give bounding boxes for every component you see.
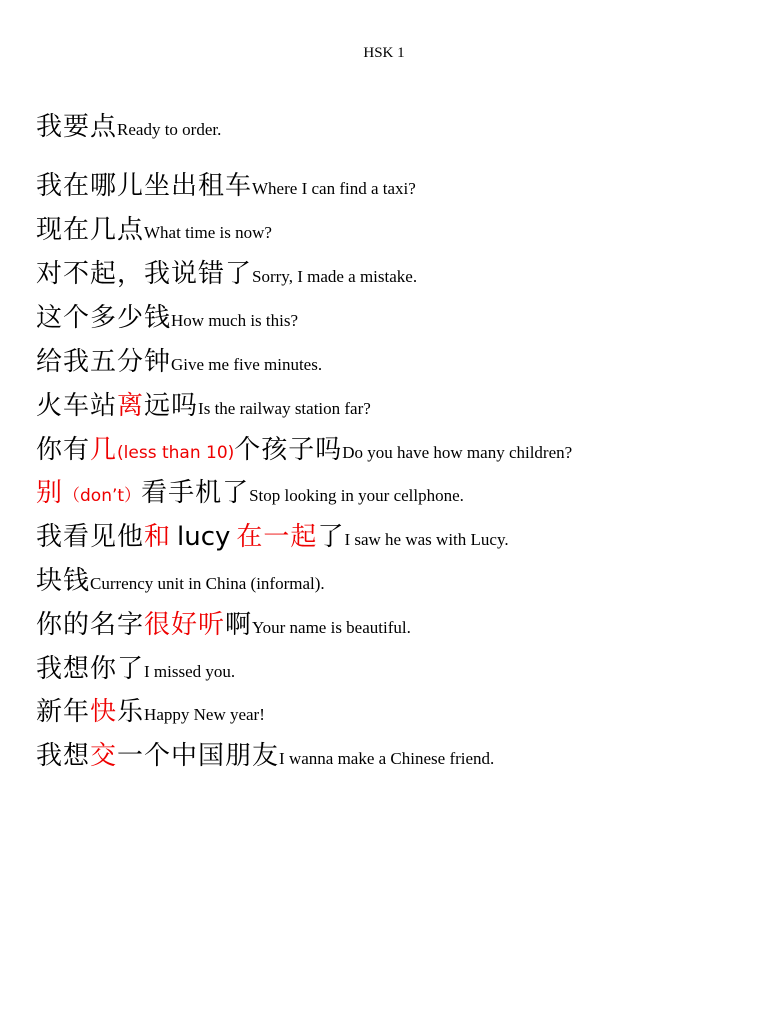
list-item — [36, 610, 411, 644]
chinese-phrase: 我想你了 — [36, 654, 145, 684]
highlighted-phrase: 在一起 — [236, 522, 318, 552]
chinese-phrase: 现在几点 — [36, 215, 145, 245]
chinese-phrase: 火车站 — [36, 391, 118, 421]
english-translation: Happy New year! — [144, 705, 265, 724]
english-translation: Give me five minutes. — [171, 355, 323, 374]
list-item — [36, 171, 416, 205]
chinese-phrase: 你有 — [36, 435, 91, 465]
english-translation: What time is now? — [144, 223, 272, 242]
highlighted-character: 交 — [90, 741, 118, 771]
grammar-note: （don’t） — [63, 486, 142, 506]
english-translation: Where I can find a taxi? — [252, 179, 416, 198]
english-translation: Do you have how many children? — [342, 443, 573, 462]
chinese-phrase: 你的名字 — [36, 610, 145, 640]
list-item — [36, 654, 235, 688]
english-translation: Stop looking in your cellphone. — [249, 486, 464, 505]
chinese-phrase: 乐 — [117, 697, 145, 727]
chinese-phrase: 对不起，我说错了 — [36, 259, 253, 289]
list-item — [36, 697, 265, 731]
chinese-phrase: 块钱 — [36, 566, 91, 596]
list-item — [36, 391, 371, 425]
chinese-phrase: 这个多少钱 — [36, 303, 172, 333]
name-word: lucy — [177, 522, 231, 552]
chinese-phrase: 一个中国朋友 — [117, 741, 280, 771]
chinese-phrase: 个孩子吗 — [234, 435, 343, 465]
highlighted-character: 快 — [90, 697, 118, 727]
list-item — [36, 435, 572, 469]
chinese-phrase: 我在哪儿坐出租车 — [36, 171, 253, 201]
chinese-phrase: 看手机了 — [141, 478, 250, 508]
chinese-phrase: 了 — [317, 522, 345, 552]
english-translation: I missed you. — [144, 662, 236, 681]
list-item — [36, 522, 509, 556]
list-item — [36, 478, 464, 512]
english-translation: Ready to order. — [117, 120, 222, 139]
english-translation: Sorry, I made a mistake. — [252, 267, 418, 286]
chinese-phrase: 远吗 — [144, 391, 199, 421]
list-item — [36, 566, 325, 600]
english-translation: Your name is beautiful. — [252, 618, 411, 637]
chinese-phrase: 啊 — [225, 610, 253, 640]
chinese-phrase: 我要点 — [36, 112, 118, 142]
highlighted-character: 几 — [90, 435, 118, 465]
list-item — [36, 741, 494, 775]
page-title: HSK 1 — [363, 45, 405, 61]
list-item — [36, 215, 272, 249]
english-translation: Currency unit in China (informal). — [90, 574, 325, 593]
list-item — [36, 303, 298, 337]
list-item — [36, 259, 417, 293]
chinese-phrase: 新年 — [36, 697, 91, 727]
english-translation: How much is this? — [171, 311, 299, 330]
english-translation: Is the railway station far? — [198, 399, 371, 418]
english-translation: I saw he was with Lucy. — [344, 530, 509, 549]
list-item — [36, 112, 221, 146]
chinese-phrase: 我想 — [36, 741, 91, 771]
highlighted-phrase: 很好听 — [144, 610, 226, 640]
highlighted-character: 别 — [36, 478, 64, 508]
english-translation: I wanna make a Chinese friend. — [279, 749, 495, 768]
list-item — [36, 347, 322, 381]
grammar-note: (less than 10) — [117, 443, 235, 463]
chinese-phrase: 我看见他 — [36, 522, 145, 552]
chinese-phrase: 给我五分钟 — [36, 347, 172, 377]
highlighted-character: 和 — [144, 522, 172, 552]
highlighted-character: 离 — [117, 391, 145, 421]
